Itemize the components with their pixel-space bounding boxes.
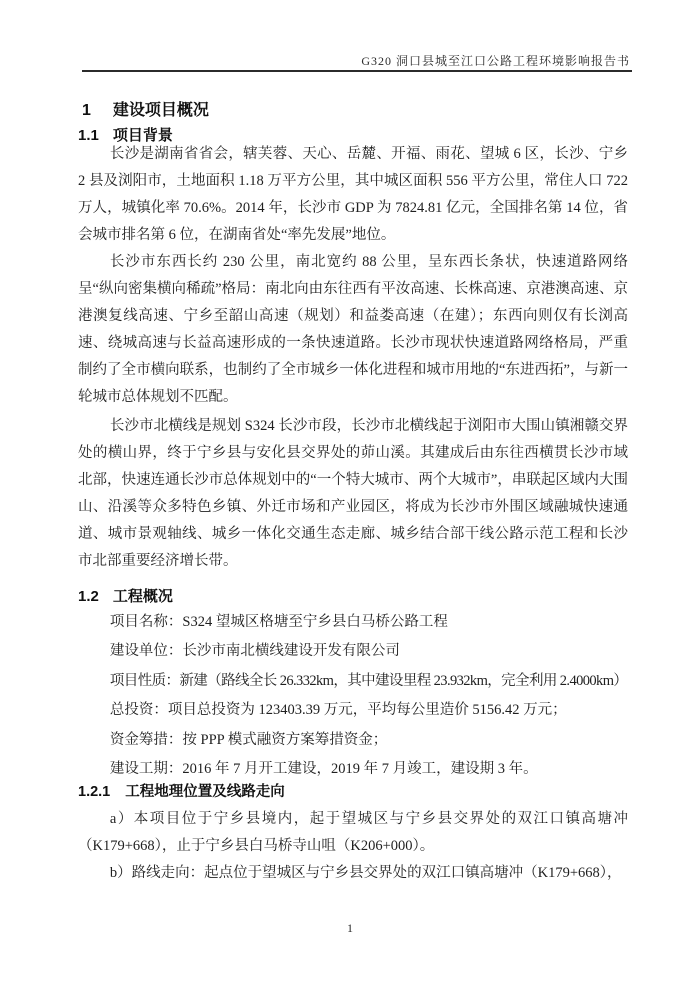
section-1-2-number: 1.2 [78, 588, 99, 605]
fact-construction-unit: 建设单位：长沙市南北横线建设开发有限公司 [109, 643, 400, 660]
section-1-2-title: 工程概况 [112, 588, 173, 605]
running-header: G320 洞口县城至江口公路工程环境影响报告书 [361, 54, 630, 68]
fact-funding: 资金筹措：按 PPP 模式融资方案筹措资金； [109, 731, 388, 748]
fact-project-name: 项目名称：S324 望城区格塘至宁乡县白马桥公路工程 [109, 614, 448, 630]
page-number: 1 [347, 921, 353, 935]
section-1-1-number: 1.1 [78, 127, 99, 144]
paragraph-background-2: 长沙市东西长约 230 公里，南北宽约 88 公里，呈东西长条状，快速道路网络呈“纵向密集横向稀疏”格局：南北向由东往西有平汝高速、长株高速、京港澳高速、京港澳复线高速、宁乡至韶山高速（规划）和益娄高速（在建）；东西向则仅有长浏高速、绕城高速与长益高速形成的一条快速道路。长沙市现状快速道路网络格局，严重制约了全市横向联系，也制约了全市城乡一体化进程和城市用地的“东进西拓”，与新一轮城市总体规划不匹配。 [78, 254, 628, 405]
header-rule [82, 70, 632, 72]
fact-project-nature: 项目性质：新建（路线全长 26.332km，其中建设里程 23.932km，完全利用 2.4000km） [109, 672, 628, 689]
subsection-heading-1-2-1 [78, 780, 285, 801]
subsection-1-2-1-number: 1.2.1 [78, 784, 111, 800]
paragraph-location-a: a）本项目位于宁乡县境内，起于望城区与宁乡县交界处的双江口镇高塘冲（K179+668），止于宁乡县白马桥寺山咀（K206+000）。 [78, 811, 628, 854]
chapter-heading [82, 97, 209, 120]
paragraph-background-1: 长沙是湖南省省会，辖芙蓉、天心、岳麓、开福、雨花、望城 6 区，长沙、宁乡 2 县及浏阳市，土地面积 1.18 万平方公里，其中城区面积 556 平方公里，常住人口 722 万人，城镇化率 70.6%。2014 年，长沙市 GDP 为 7824.81 亿元，全国排名第 14 位，省会城市排名第 6 位，在湖南省处“率先发展”地位。 [78, 146, 628, 243]
subsection-1-2-1-title: 工程地理位置及线路走向 [125, 784, 285, 800]
section-1-1-title: 项目背景 [112, 127, 173, 144]
paragraph-background-3: 长沙市北横线是规划 S324 长沙市段，长沙市北横线起于浏阳市大围山镇湘赣交界处的横山界，终于宁乡县与安化县交界处的茆山溪。其建成后由东往西横贯长沙市域北部，快速连通长沙市总体规划中的“一个特大城市、两个大城市”，串联起区域内大围山、沿溪等众多特色乡镇、外迁市场和产业园区，将成为长沙市外围区域融城快速通道、城市景观轴线、城乡一体化交通生态走廊、城乡结合部干线公路示范工程和长沙市北部重要经济增长带。 [78, 418, 628, 569]
section-heading-1-2 [78, 585, 173, 606]
fact-construction-period: 建设工期：2016 年 7 月开工建设，2019 年 7 月竣工，建设期 3 年。 [109, 760, 538, 777]
project-facts-list [78, 608, 640, 784]
chapter-title: 建设项目概况 [112, 102, 209, 119]
paragraph-route-b: b）路线走向：起点位于望城区与宁乡县交界处的双江口镇高塘冲（K179+668）， [109, 865, 622, 881]
chapter-number: 1 [82, 102, 91, 119]
fact-total-investment: 总投资：项目总投资为 123403.39 万元，平均每公里造价 5156.42 万元； [109, 702, 567, 719]
